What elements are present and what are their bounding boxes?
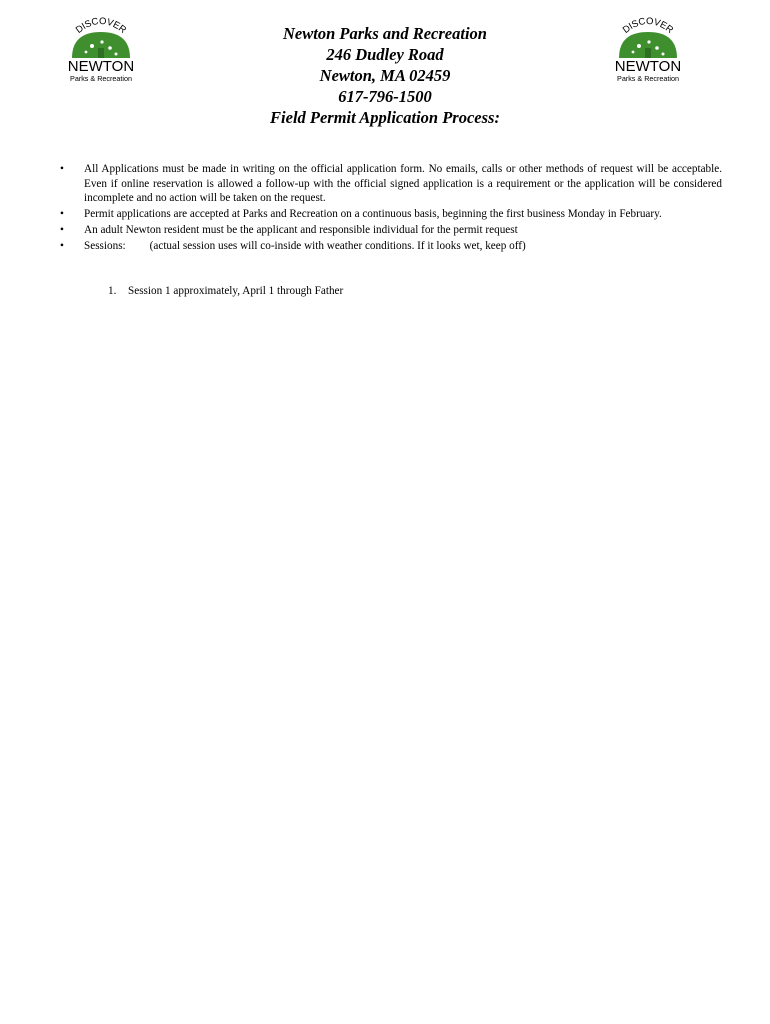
list-item [54,223,722,238]
bullet-icon: • [60,224,64,237]
logo-top-text: DISCOVER [73,15,129,36]
logo-tagline: Parks & Recreation [70,74,132,83]
list-item [54,207,722,222]
city-address: Newton, MA 02459 [319,66,451,85]
bullet-list [54,162,722,256]
list-number: 1. [108,285,117,297]
sessions-label: Sessions: [84,240,126,253]
logo-name: NEWTON [614,58,682,75]
logo-tagline: Parks & Recreation [617,74,679,83]
numbered-list [108,284,343,299]
bullet-icon: • [60,163,64,175]
bullet-text: All Applications must be made in writing on the official application form. No emails, calls or other methods of request will be acceptable. Even if online reservation is allowed a follow-up with the official signed application is a requirement or the application will be considered incomplete and no action will be taken on the request. [84,163,722,205]
org-name: Newton Parks and Recreation [283,24,487,43]
bullet-icon: • [60,208,64,221]
bullet-text: An adult Newton resident must be the applicant and responsible individual for the permit request [84,224,518,237]
logo-top-text: DISCOVER [620,15,676,36]
list-item [54,239,722,254]
street-address: 246 Dudley Road [326,45,444,64]
document-header [0,23,770,128]
document-title: Field Permit Application Process: [270,108,500,127]
phone-number: 617-796-1500 [338,87,432,106]
sessions-note: (actual session uses will co-inside with weather conditions. If it looks wet, keep off) [149,240,526,253]
logo-name: NEWTON [67,58,135,75]
session-text: Session 1 approximately, April 1 through Father [128,285,344,297]
list-item [54,162,722,206]
bullet-text: Permit applications are accepted at Parks and Recreation on a continuous basis, beginning the first business Monday in February. [84,208,662,221]
bullet-icon: • [60,240,64,253]
